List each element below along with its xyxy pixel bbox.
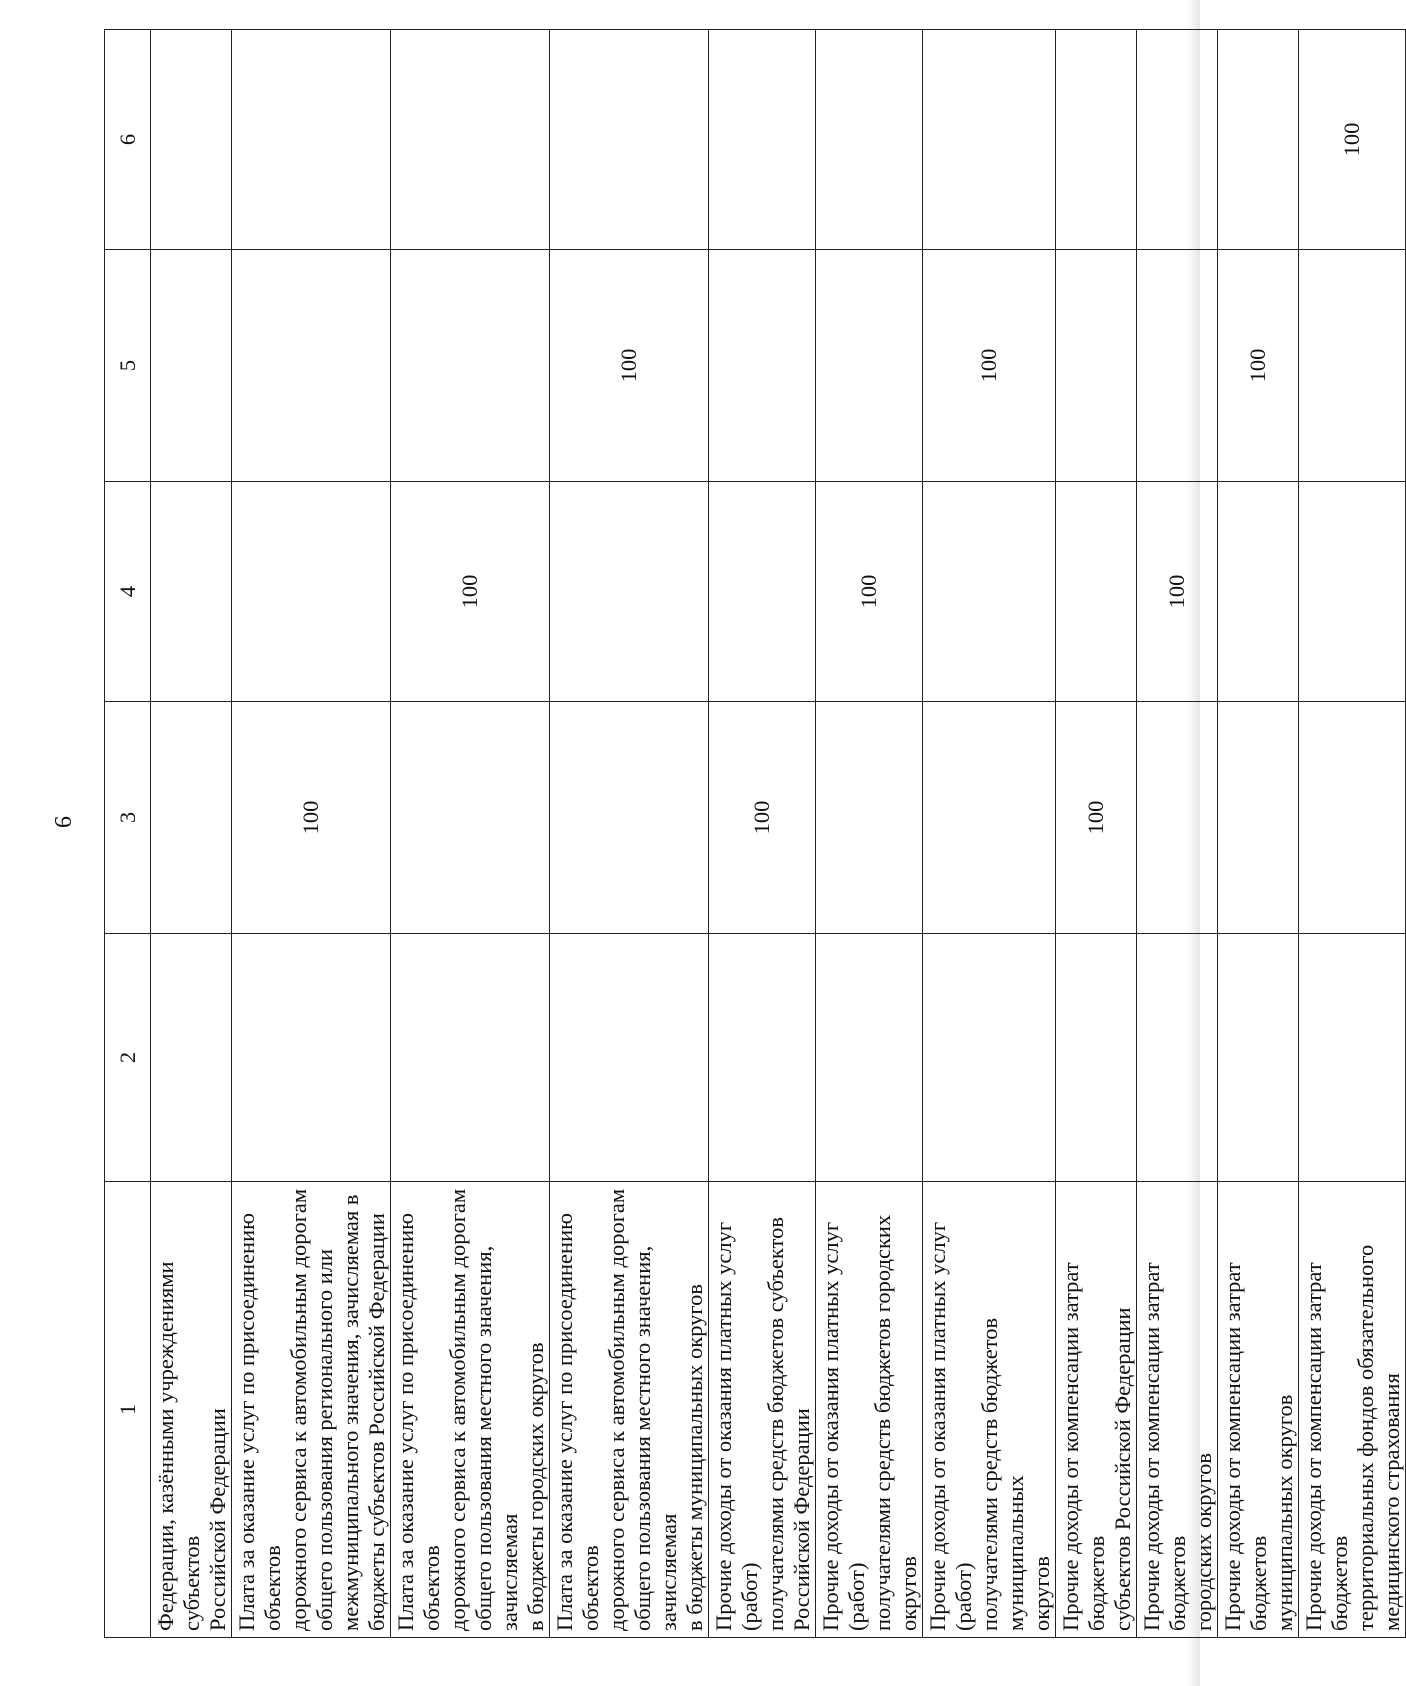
percent-cell-col-4: 100: [1137, 482, 1218, 702]
percent-cell-col-5: [391, 250, 550, 482]
description-line: дорожного сервиса к автомобильным дорогам: [445, 1188, 470, 1631]
description-line: в бюджеты муниципальных округов: [682, 1284, 707, 1631]
description-line: общего пользования местного значения, зачисляемая: [630, 1245, 681, 1631]
percent-cell-col-4: [1056, 482, 1137, 702]
percent-cell-col-5: [232, 250, 391, 482]
revenue-description-cell: [1137, 1182, 1218, 1638]
table-row: [1056, 30, 1137, 1638]
revenue-description-cell: [923, 1182, 1056, 1638]
percent-cell-col-2: [1218, 934, 1299, 1182]
percent-cell-col-2: [391, 934, 550, 1182]
revenue-description-cell: [1299, 1182, 1406, 1638]
table-rotator: [104, 30, 1404, 1638]
percent-cell-col-2: [151, 934, 232, 1182]
percent-cell-col-3: 100: [1056, 702, 1137, 934]
percent-cell-col-4: [1299, 482, 1406, 702]
percent-cell-col-2: [1056, 934, 1137, 1182]
table-row: [391, 30, 550, 1638]
table-row: [151, 30, 232, 1638]
revenue-description-cell: [391, 1182, 550, 1638]
percent-cell-col-2: [1299, 934, 1406, 1182]
percent-cell-col-4: 100: [391, 482, 550, 702]
description-line: общего пользования регионального или: [312, 1248, 337, 1631]
description-line: Прочие доходы от компенсации затрат бюджетов: [1139, 1262, 1190, 1631]
page-number: 9: [49, 816, 75, 828]
table-row: [1299, 30, 1406, 1638]
percent-cell-col-6: 100: [1299, 30, 1406, 250]
percent-cell-col-3: 100: [232, 702, 391, 934]
percent-cell-col-5: 100: [550, 250, 709, 482]
percent-cell-col-3: [1299, 702, 1406, 934]
description-line: Прочие доходы от компенсации затрат бюджетов: [1058, 1262, 1109, 1631]
percent-cell-col-2: [550, 934, 709, 1182]
percent-cell-col-6: [151, 30, 232, 250]
description-line: межмуниципального значения, зачисляемая в: [338, 1194, 363, 1631]
description-line: Плата за оказание услуг по присоединению объектов: [552, 1213, 603, 1631]
budget-revenue-table: [104, 29, 1406, 1638]
revenue-description-cell: [151, 1182, 232, 1638]
percent-cell-col-4: [151, 482, 232, 702]
percent-cell-col-6: [1218, 30, 1299, 250]
description-line: округов: [1029, 1556, 1054, 1631]
description-line: получателями средств бюджетов городских округов: [870, 1214, 921, 1631]
table-row: [923, 30, 1056, 1638]
table-row: [816, 30, 923, 1638]
percent-cell-col-2: [709, 934, 816, 1182]
description-line: субъектов Российской Федерации: [1110, 1307, 1135, 1631]
percent-cell-col-3: [151, 702, 232, 934]
table-row: [709, 30, 816, 1638]
column-header-3: 3: [105, 702, 151, 934]
percent-cell-col-6: [923, 30, 1056, 250]
description-line: территориальных фондов обязательного: [1353, 1244, 1378, 1631]
table-row: [1218, 30, 1299, 1638]
percent-cell-col-3: [391, 702, 550, 934]
percent-cell-col-5: [1299, 250, 1406, 482]
revenue-description-cell: [1218, 1182, 1299, 1638]
description-line: Прочие доходы от оказания платных услуг (работ): [925, 1221, 976, 1631]
percent-cell-col-5: [709, 250, 816, 482]
percent-cell-col-5: [816, 250, 923, 482]
percent-cell-col-3: [816, 702, 923, 934]
percent-cell-col-2: [816, 934, 923, 1182]
description-line: Российской Федерации: [205, 1408, 230, 1631]
description-line: городских округов: [1191, 1453, 1216, 1631]
description-line: дорожного сервиса к автомобильным дорогам: [286, 1188, 311, 1631]
percent-cell-col-4: 100: [816, 482, 923, 702]
description-line: в бюджеты городских округов: [523, 1342, 548, 1631]
percent-cell-col-2: [923, 934, 1056, 1182]
column-header-6: 6: [105, 30, 151, 250]
percent-cell-col-5: [151, 250, 232, 482]
percent-cell-col-6: [816, 30, 923, 250]
percent-cell-col-3: [1218, 702, 1299, 934]
column-header-2: 2: [105, 934, 151, 1182]
percent-cell-col-5: 100: [1218, 250, 1299, 482]
column-header-1: 1: [105, 1182, 151, 1638]
column-header-4: 4: [105, 482, 151, 702]
percent-cell-col-2: [232, 934, 391, 1182]
revenue-description-cell: [550, 1182, 709, 1638]
percent-cell-col-6: [232, 30, 391, 250]
description-line: Российской Федерации: [789, 1408, 814, 1631]
description-line: Федерации, казёнными учреждениями субъектов: [153, 1261, 204, 1631]
percent-cell-col-4: [550, 482, 709, 702]
percent-cell-col-3: [1137, 702, 1218, 934]
revenue-description-cell: [1056, 1182, 1137, 1638]
percent-cell-col-4: [1218, 482, 1299, 702]
percent-cell-col-3: 100: [709, 702, 816, 934]
description-line: дорожного сервиса к автомобильным дорогам: [604, 1188, 629, 1631]
description-line: Прочие доходы от оказания платных услуг (работ): [711, 1221, 762, 1631]
description-line: получателями средств бюджетов муниципальных: [977, 1317, 1028, 1631]
percent-cell-col-5: [1056, 250, 1137, 482]
description-line: муниципальных округов: [1272, 1394, 1297, 1631]
table-row: [232, 30, 391, 1638]
description-line: общего пользования местного значения, зачисляемая: [471, 1245, 522, 1631]
revenue-description-cell: [709, 1182, 816, 1638]
percent-cell-col-3: [923, 702, 1056, 934]
description-line: Плата за оказание услуг по присоединению объектов: [234, 1213, 285, 1631]
percent-cell-col-6: [1137, 30, 1218, 250]
table-body: [151, 30, 1406, 1638]
column-header-5: 5: [105, 250, 151, 482]
percent-cell-col-6: [550, 30, 709, 250]
percent-cell-col-2: [1137, 934, 1218, 1182]
description-line: медицинского страхования: [1379, 1373, 1404, 1631]
revenue-description-cell: [816, 1182, 923, 1638]
percent-cell-col-6: [709, 30, 816, 250]
description-line: бюджеты субъектов Российской Федерации: [364, 1213, 389, 1631]
percent-cell-col-5: 100: [923, 250, 1056, 482]
percent-cell-col-5: [1137, 250, 1218, 482]
description-line: Прочие доходы от компенсации затрат бюджетов: [1301, 1262, 1352, 1631]
header-row: [105, 30, 151, 1638]
description-line: Прочие доходы от оказания платных услуг (работ): [818, 1221, 869, 1631]
percent-cell-col-4: [923, 482, 1056, 702]
description-line: Плата за оказание услуг по присоединению объектов: [393, 1213, 444, 1631]
percent-cell-col-6: [1056, 30, 1137, 250]
table-row: [1137, 30, 1218, 1638]
percent-cell-col-6: [391, 30, 550, 250]
percent-cell-col-4: [709, 482, 816, 702]
description-line: получателями средств бюджетов субъектов: [763, 1217, 788, 1631]
percent-cell-col-3: [550, 702, 709, 934]
percent-cell-col-4: [232, 482, 391, 702]
revenue-description-cell: [232, 1182, 391, 1638]
table-row: [550, 30, 709, 1638]
description-line: Прочие доходы от компенсации затрат бюджетов: [1220, 1262, 1271, 1631]
